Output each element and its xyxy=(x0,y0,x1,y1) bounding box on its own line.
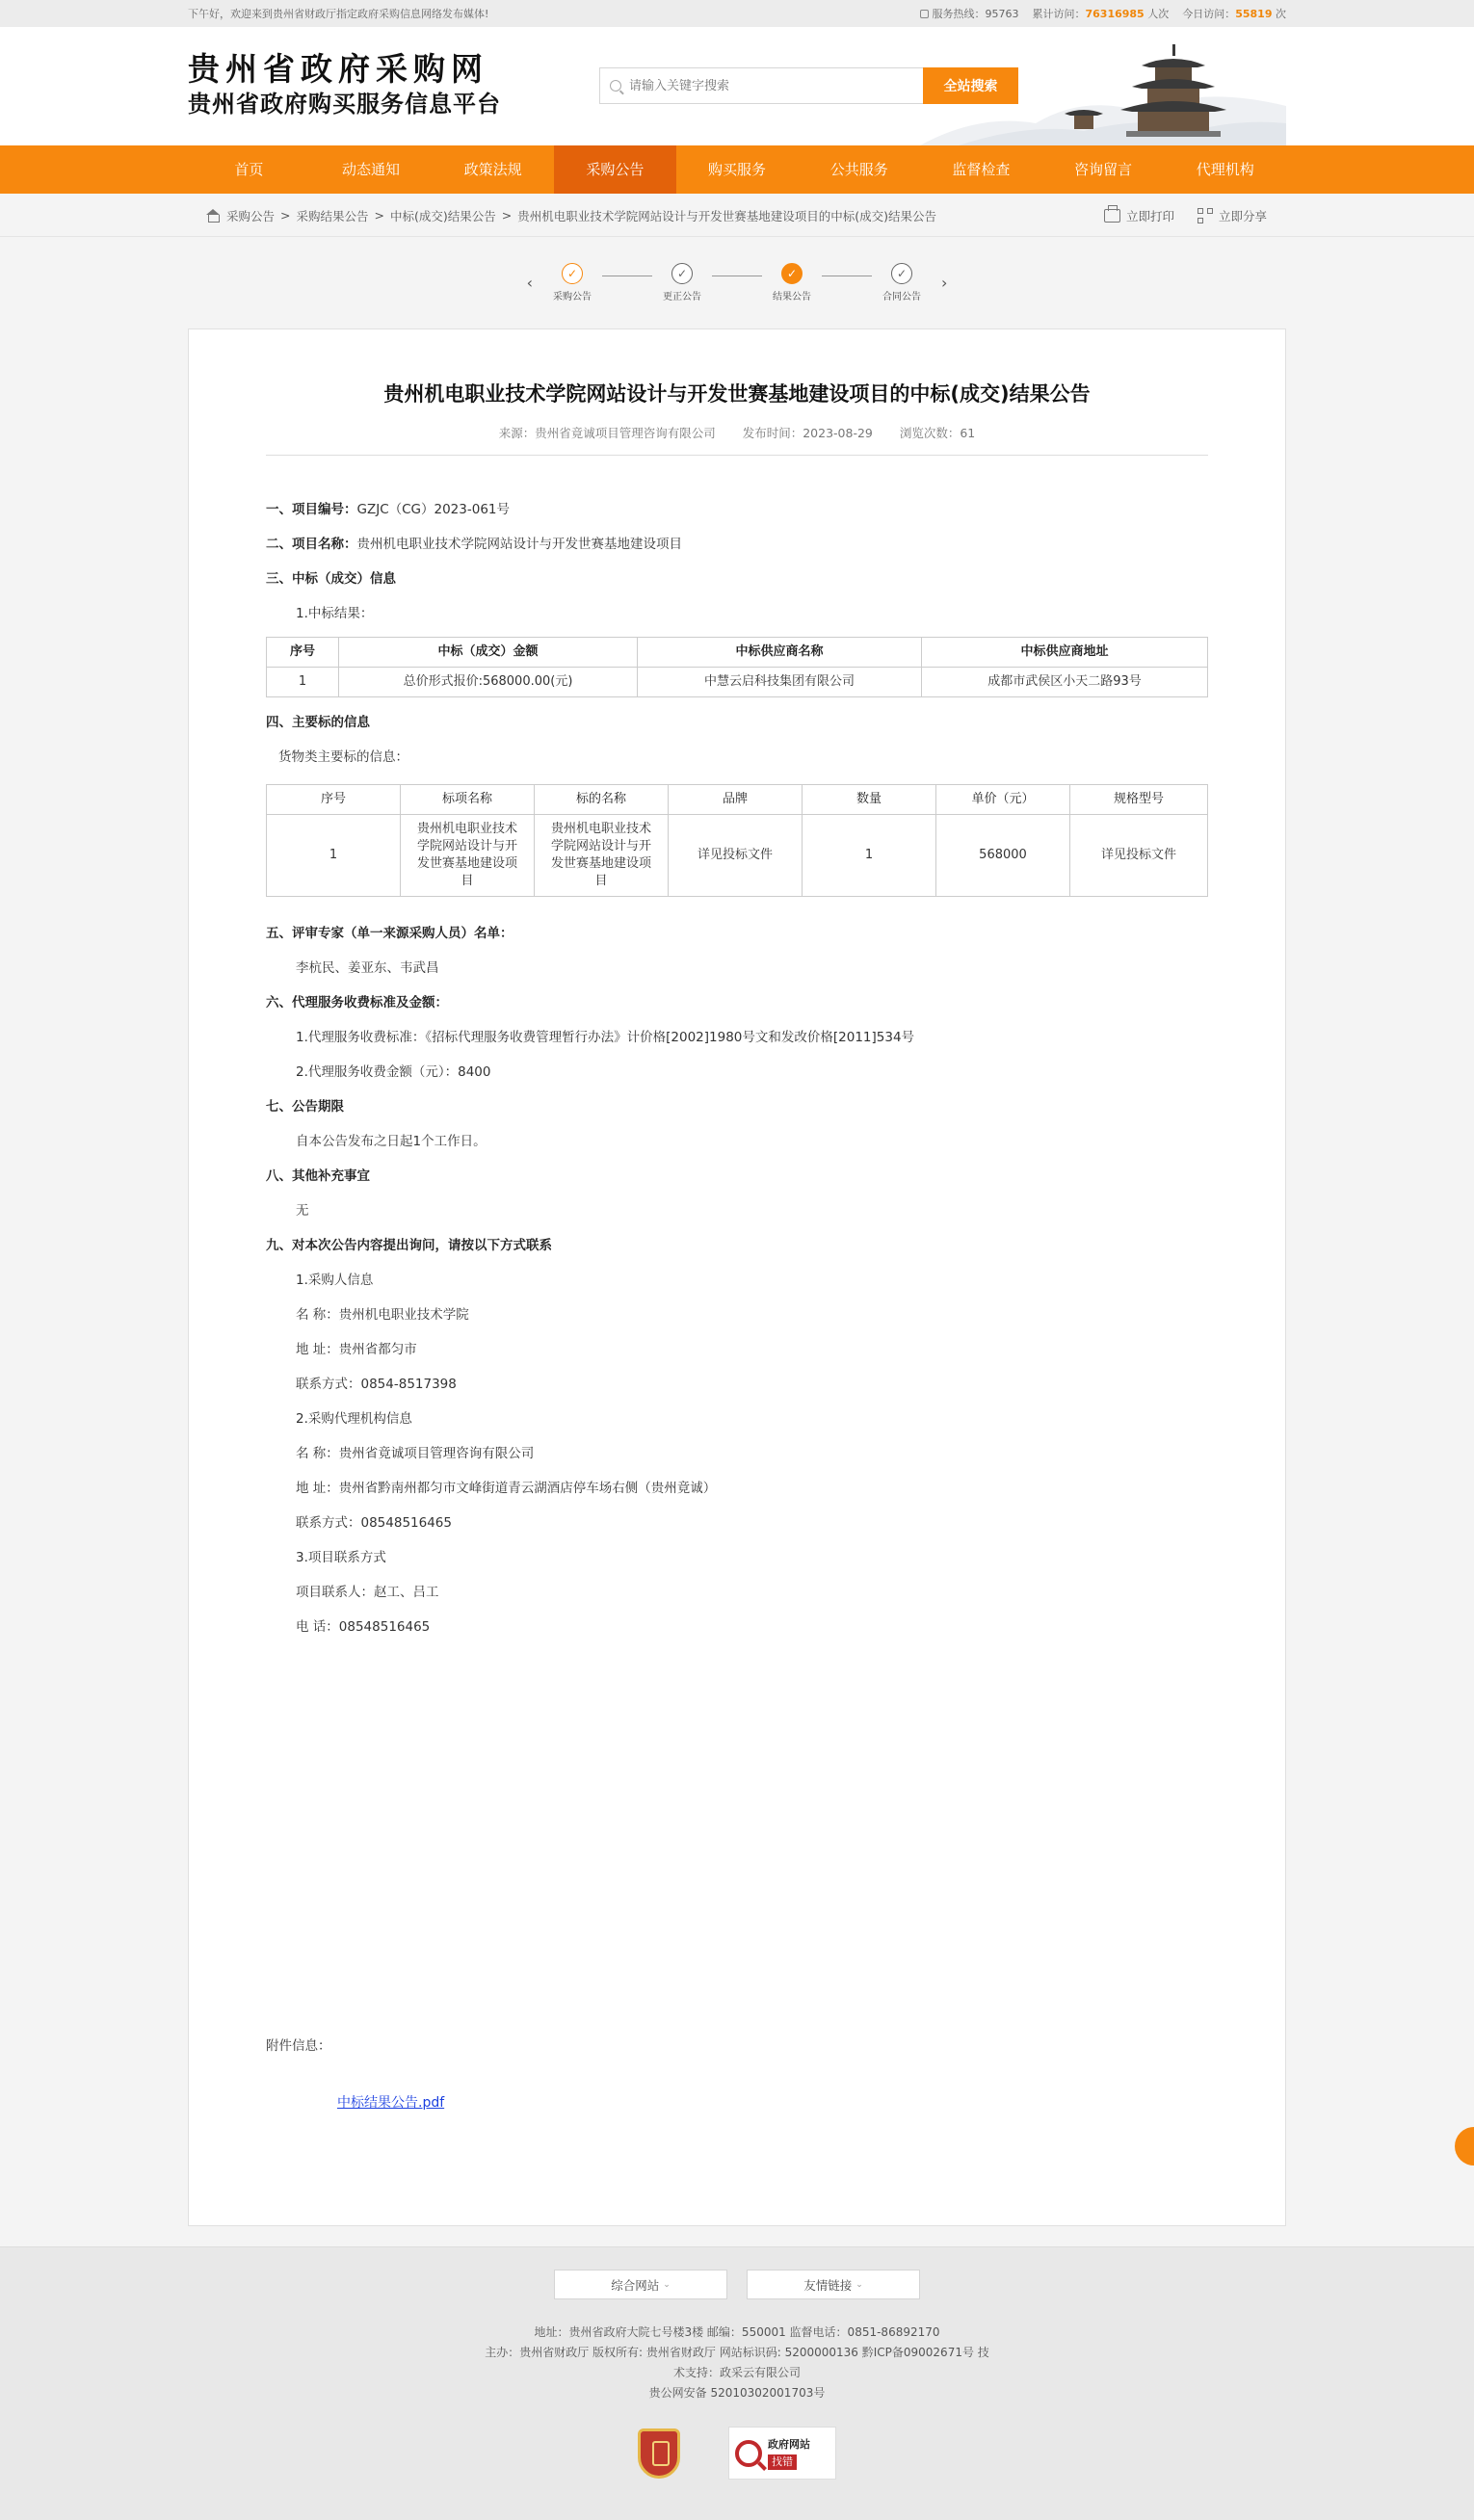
step-label: 合同公告 xyxy=(882,292,921,302)
table-header: 单价（元） xyxy=(936,785,1070,815)
step-correction-notice[interactable] xyxy=(652,263,712,302)
breadcrumb-separator: > xyxy=(280,208,291,223)
table-cell: 总价形式报价:568000.00(元) xyxy=(339,668,638,697)
check-icon: ✓ xyxy=(891,263,912,284)
step-label: 采购公告 xyxy=(553,292,592,302)
breadcrumb-separator: > xyxy=(501,208,513,223)
section-project-name: 二、项目名称：贵州机电职业技术学院网站设计与开发世赛基地建设项目 xyxy=(266,537,682,552)
badge-text: 找错 xyxy=(768,2454,797,2470)
chevron-down-icon: ⌄ xyxy=(855,2279,863,2290)
table-header: 序号 xyxy=(267,638,339,668)
today-visits: 今日访问：55819 次 xyxy=(1182,8,1286,20)
nav-item-consult[interactable]: 咨询留言 xyxy=(1074,161,1133,178)
section-agency-fee: 六、代理服务收费标准及金额： xyxy=(266,995,448,1011)
table-header: 中标（成交）金额 xyxy=(339,638,638,668)
share-button[interactable] xyxy=(1198,207,1267,224)
attachment-link[interactable]: 中标结果公告.pdf xyxy=(337,2095,445,2111)
nav-item-services[interactable]: 购买服务 xyxy=(708,161,767,178)
award-table xyxy=(266,637,1208,697)
contact-line: 1.采购人信息 xyxy=(296,1273,374,1288)
step-label: 结果公告 xyxy=(773,292,811,302)
print-label: 立即打印 xyxy=(1125,208,1174,223)
article-source: 来源：贵州省竟诚项目管理咨询有限公司 xyxy=(498,426,716,440)
article-meta xyxy=(266,424,1208,456)
footer-badges xyxy=(0,2427,1474,2480)
breadcrumb-separator: > xyxy=(374,208,384,223)
section-other: 八、其他补充事宜 xyxy=(266,1168,370,1184)
table-cell: 1 xyxy=(803,815,936,897)
hotline: 服务热线：95763 xyxy=(920,6,1018,21)
page-title: 贵州机电职业技术学院网站设计与开发世赛基地建设项目的中标(成交)结果公告 xyxy=(383,382,1091,406)
table-header: 中标供应商地址 xyxy=(922,638,1208,668)
table-cell: 成都市武侯区小天二路93号 xyxy=(922,668,1208,697)
award-result-label: 1.中标结果： xyxy=(296,606,374,621)
logo-title: 贵州省政府采购网 xyxy=(188,50,488,88)
footer-links xyxy=(0,2270,1474,2299)
table-header: 序号 xyxy=(267,785,401,815)
phone-icon xyxy=(920,10,929,18)
breadcrumb-current: 贵州机电职业技术学院网站设计与开发世赛基地建设项目的中标(成交)结果公告 xyxy=(517,208,937,223)
items-table xyxy=(266,784,1208,897)
related-sites-select[interactable]: 综合网站 ⌄ xyxy=(554,2270,727,2299)
step-label: 更正公告 xyxy=(663,292,701,302)
contact-line: 2.采购代理机构信息 xyxy=(296,1411,412,1427)
contact-line: 联系方式：0854-8517398 xyxy=(296,1377,457,1392)
table-header: 标的名称 xyxy=(535,785,669,815)
contact-line: 名 称：贵州省竟诚项目管理咨询有限公司 xyxy=(296,1446,535,1461)
announcement-steps xyxy=(0,237,1474,328)
section-contact: 九、对本次公告内容提出询问，请按以下方式联系 xyxy=(266,1238,552,1253)
fee-amount: 2.代理服务收费金额（元）：8400 xyxy=(296,1064,491,1080)
total-visits: 累计访问：76316985 人次 xyxy=(1032,8,1170,20)
site-header xyxy=(0,27,1474,145)
breadcrumb-bar xyxy=(0,194,1474,237)
article-views: 浏览次数：61 xyxy=(899,426,976,440)
article-body xyxy=(266,456,1208,1644)
section-award-info: 三、中标（成交）信息 xyxy=(266,571,396,587)
attachments xyxy=(266,2034,444,2112)
nav-item-notices[interactable]: 动态通知 xyxy=(342,161,401,178)
footer-sponsor: 主办：贵州省财政厅 版权所有: 贵州省财政厅 网站标识码: 5200000136 黔ICP备09002671号 技术支持：政采云有限公司 xyxy=(485,2346,989,2379)
article-date: 发布时间：2023-08-29 xyxy=(742,426,873,440)
friend-links-select[interactable]: 友情链接 ⌄ xyxy=(747,2270,920,2299)
printer-icon xyxy=(1104,209,1120,223)
table-cell: 贵州机电职业技术学院网站设计与开发世赛基地建设项目 xyxy=(401,815,535,897)
breadcrumb-item[interactable]: 采购公告 xyxy=(226,208,276,223)
announcement-article xyxy=(188,328,1286,2226)
table-row xyxy=(267,668,1208,697)
goods-items-label: 货物类主要标的信息： xyxy=(278,749,408,765)
table-cell: 1 xyxy=(267,668,339,697)
gov-site-error-badge[interactable] xyxy=(728,2427,836,2480)
step-purchase-notice[interactable] xyxy=(542,263,602,302)
table-header: 标项名称 xyxy=(401,785,535,815)
nav-item-public[interactable]: 公共服务 xyxy=(829,161,888,178)
step-contract-notice[interactable] xyxy=(872,263,932,302)
footer-address: 地址：贵州省政府大院七号楼3楼 邮编：550001 监督电话：0851-86892170 xyxy=(534,2325,940,2339)
check-icon: ✓ xyxy=(671,263,693,284)
experts-list: 李杭民、姜亚东、韦武昌 xyxy=(296,960,439,976)
print-button[interactable] xyxy=(1104,207,1174,224)
table-cell: 详见投标文件 xyxy=(669,815,803,897)
contact-line: 项目联系人：赵工、吕工 xyxy=(296,1585,439,1600)
contact-line: 地 址：贵州省都匀市 xyxy=(296,1342,417,1357)
contact-line: 名 称：贵州机电职业技术学院 xyxy=(296,1307,469,1323)
section-experts: 五、评审专家（单一来源采购人员）名单： xyxy=(266,926,513,941)
welcome-text: 下午好，欢迎来到贵州省财政厅指定政府采购信息网络发布媒体! xyxy=(188,8,489,20)
nav-item-supervision[interactable]: 监督检查 xyxy=(952,161,1011,178)
table-header: 数量 xyxy=(803,785,936,815)
nav-item-agencies[interactable]: 代理机构 xyxy=(1196,161,1254,178)
nav-item-policies[interactable]: 政策法规 xyxy=(463,161,522,178)
section-project-number: 一、项目编号：GZJC（CG）2023-061号 xyxy=(266,502,510,517)
contact-line: 联系方式：08548516465 xyxy=(296,1515,452,1531)
police-badge-icon[interactable] xyxy=(638,2428,680,2479)
pagoda-illustration xyxy=(920,27,1286,145)
notice-period: 自本公告发布之日起1个工作日。 xyxy=(296,1134,487,1149)
visit-stats xyxy=(920,6,1286,21)
logo-subtitle: 贵州省政府购买服务信息平台 xyxy=(188,91,501,118)
main-nav xyxy=(0,145,1474,194)
breadcrumb-item[interactable]: 中标(成交)结果公告 xyxy=(390,208,496,223)
table-row xyxy=(267,815,1208,897)
contact-line: 地 址：贵州省黔南州都匀市文峰街道青云湖酒店停车场右侧（贵州竟诚） xyxy=(296,1481,717,1496)
table-cell: 1 xyxy=(267,815,401,897)
search-box xyxy=(599,67,923,104)
other-matters: 无 xyxy=(296,1203,309,1219)
site-logo[interactable] xyxy=(188,50,501,119)
nav-item-home[interactable]: 首页 xyxy=(234,161,264,178)
search-icon xyxy=(610,80,621,92)
footer-police-record: 贵公网安备 52010302001703号 xyxy=(648,2386,826,2400)
table-cell: 568000 xyxy=(936,815,1070,897)
table-header: 规格型号 xyxy=(1070,785,1208,815)
share-label: 立即分享 xyxy=(1218,208,1267,223)
check-icon: ✓ xyxy=(562,263,583,284)
table-header: 中标供应商名称 xyxy=(638,638,922,668)
attachments-label: 附件信息： xyxy=(266,2038,331,2054)
breadcrumb xyxy=(188,207,936,224)
chevron-down-icon: ⌄ xyxy=(663,2279,671,2290)
fee-standard: 1.代理服务收费标准：《招标代理服务收费管理暂行办法》计价格[2002]1980号文和发改价格[2011]534号 xyxy=(296,1030,915,1045)
qr-code-icon xyxy=(1198,208,1213,223)
table-cell: 贵州机电职业技术学院网站设计与开发世赛基地建设项目 xyxy=(535,815,669,897)
table-cell: 详见投标文件 xyxy=(1070,815,1208,897)
contact-line: 3.项目联系方式 xyxy=(296,1550,386,1565)
section-notice-period: 七、公告期限 xyxy=(266,1099,344,1115)
badge-text: 政府网站 xyxy=(768,2437,810,2451)
home-icon[interactable] xyxy=(205,209,221,223)
search-button[interactable]: 全站搜索 xyxy=(923,67,1018,104)
nav-item-procurement[interactable]: 采购公告 xyxy=(554,145,676,194)
check-icon: ✓ xyxy=(781,263,803,284)
float-service-icon[interactable] xyxy=(1455,2127,1474,2166)
table-cell: 中慧云启科技集团有限公司 xyxy=(638,668,922,697)
table-header: 品牌 xyxy=(669,785,803,815)
step-result-notice[interactable] xyxy=(762,263,822,302)
page-tools xyxy=(1104,207,1286,224)
chevron-right-icon[interactable]: › xyxy=(941,274,948,292)
magnifier-icon xyxy=(735,2440,762,2467)
top-bar xyxy=(0,0,1474,27)
footer-info xyxy=(0,2323,1474,2403)
contact-line: 电 话：08548516465 xyxy=(296,1619,431,1635)
section-main-items: 四、主要标的信息 xyxy=(266,715,370,730)
chevron-left-icon[interactable]: ‹ xyxy=(526,274,533,292)
breadcrumb-item[interactable]: 采购结果公告 xyxy=(296,208,369,223)
site-footer xyxy=(0,2246,1474,2520)
search-input[interactable] xyxy=(629,79,908,93)
